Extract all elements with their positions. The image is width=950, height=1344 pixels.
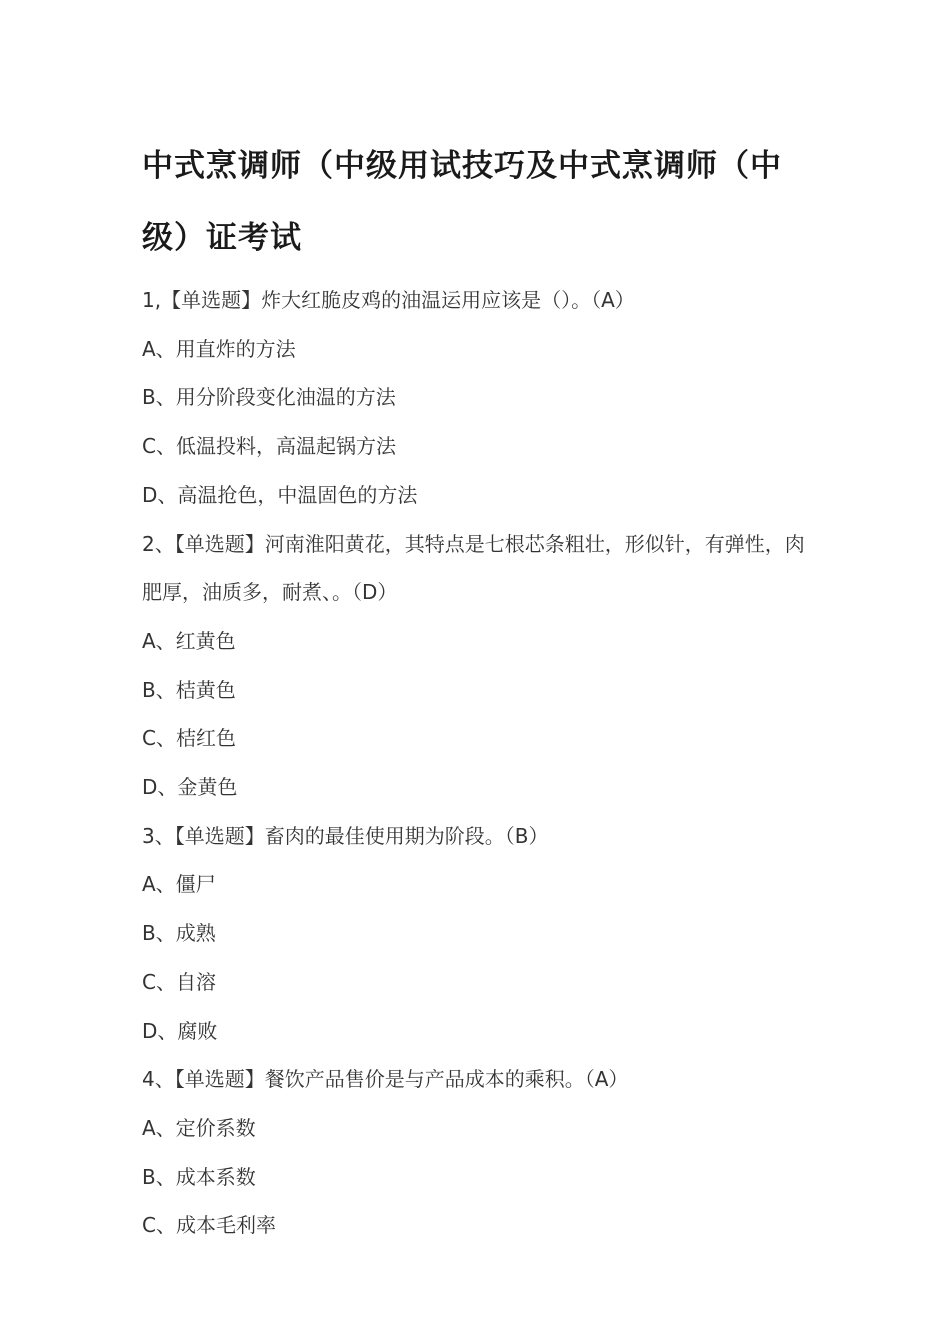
question-option: B、用分阶段变化油温的方法 xyxy=(142,385,396,410)
question-2 xyxy=(142,520,822,812)
question-option: A、红黄色 xyxy=(142,628,236,653)
question-option: B、成本系数 xyxy=(142,1164,256,1189)
question-option: A、定价系数 xyxy=(142,1115,256,1140)
question-option: D、腐败 xyxy=(142,1018,218,1043)
question-option: A、僵尸 xyxy=(142,872,216,897)
question-stem: 1,【单选题】炸大红脆皮鸡的油温运用应该是（）。（A） xyxy=(142,288,635,312)
question-4 xyxy=(142,1055,822,1250)
question-option: A、用直炸的方法 xyxy=(142,336,296,361)
document-title: 中式烹调师（中级用试技巧及中式烹调师（中级）证考试 xyxy=(142,148,782,256)
question-stem: 3、【单选题】畜肉的最佳使用期为阶段。（B） xyxy=(142,823,549,848)
question-option: C、自溶 xyxy=(142,969,216,994)
question-option: D、金黄色 xyxy=(142,775,238,800)
question-option: B、成熟 xyxy=(142,921,216,946)
question-stem: 4、【单选题】餐饮产品售价是与产品成本的乘积。（A） xyxy=(142,1067,629,1092)
question-stem: 2、【单选题】河南淮阳黄花，其特点是七根芯条粗壮，形似针，有弹性，肉肥厚，油质多，耐煮、。（D） xyxy=(142,531,805,605)
question-option: C、低温投料，高温起锅方法 xyxy=(142,434,396,459)
question-1 xyxy=(142,276,822,520)
question-option: B、桔黄色 xyxy=(142,677,236,702)
question-3 xyxy=(142,812,822,1056)
question-option: C、成本毛利率 xyxy=(142,1213,276,1238)
question-list xyxy=(142,276,822,1250)
question-option: C、桔红色 xyxy=(142,726,236,751)
document-page xyxy=(142,0,822,1250)
question-option: D、高温抢色，中温固色的方法 xyxy=(142,482,418,507)
